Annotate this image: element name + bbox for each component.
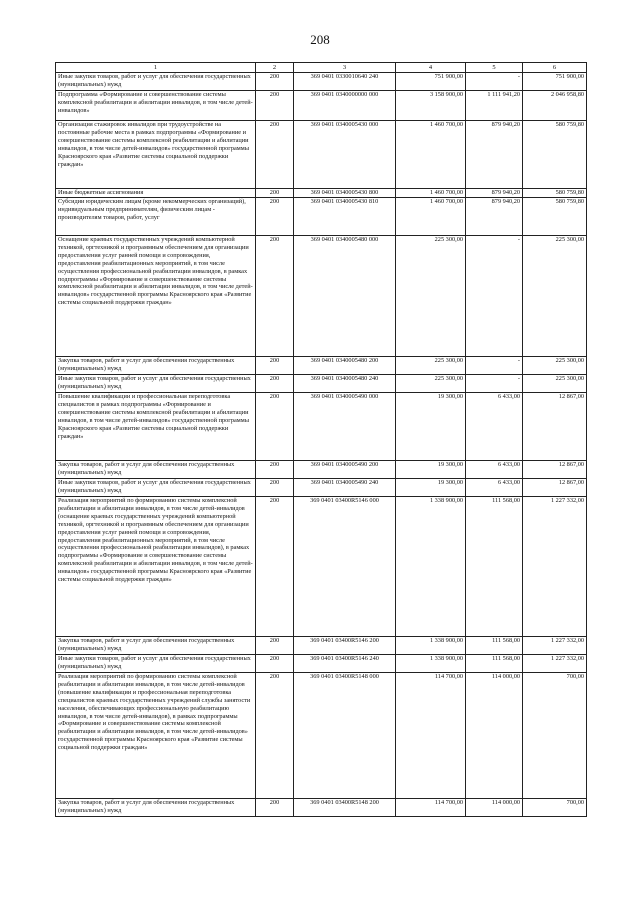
row-name-cell: Закупка товаров, работ и услуг для обеспечения государственных (муниципальных) нужд: [56, 799, 256, 817]
row-amount-cell: 751 900,00: [396, 73, 466, 91]
row-executed-cell: -: [466, 375, 523, 393]
row-name-cell: Подпрограмма «Формирование и совершенствование системы комплексной реабилитации и абилитации инвалидов, в том числе детей-инвалидов»: [56, 91, 256, 121]
row-code-cell: 200: [256, 121, 294, 189]
row-remainder-cell: 700,00: [523, 673, 587, 799]
row-remainder-cell: 12 867,00: [523, 479, 587, 497]
table-row: [56, 375, 587, 393]
column-header: 5: [466, 63, 523, 73]
row-amount-cell: 1 460 700,00: [396, 189, 466, 198]
row-kbk-cell: 369 0401 0340000000 000: [294, 91, 396, 121]
row-code-cell: 200: [256, 73, 294, 91]
row-name-cell: Реализация мероприятий по формированию системы комплексной реабилитации и абилитации инвалидов, в том числе детей-инвалидов (оснащение краевых государственных учреждений компьютерной техникой, оргтехникой и программным обеспечением для организации предоставления услуг ранней помощи и сопровождения, предоставления реабилитационных мероприятий, в том числе осуществления профессиональной реабилитации инвалидов), в рамках подпрограммы «Формирование и совершенствование системы комплексной реабилитации и абилитации инвалидов, в том числе детей-инвалидов» государственной программы Красноярского края «Развитие системы социальной поддержки граждан»: [56, 497, 256, 637]
table-row: [56, 91, 587, 121]
row-kbk-cell: 369 0401 03400R5148 200: [294, 799, 396, 817]
row-name-cell: Закупка товаров, работ и услуг для обеспечения государственных (муниципальных) нужд: [56, 357, 256, 375]
row-code-cell: 200: [256, 799, 294, 817]
row-name-cell: Иные бюджетные ассигнования: [56, 189, 256, 198]
row-remainder-cell: 1 227 332,00: [523, 497, 587, 637]
row-code-cell: 200: [256, 461, 294, 479]
row-remainder-cell: 12 867,00: [523, 393, 587, 461]
table-row: [56, 198, 587, 236]
row-executed-cell: 6 433,00: [466, 393, 523, 461]
row-amount-cell: 1 338 900,00: [396, 637, 466, 655]
row-kbk-cell: 369 0401 03400R5146 200: [294, 637, 396, 655]
row-executed-cell: -: [466, 236, 523, 357]
column-header: 6: [523, 63, 587, 73]
row-code-cell: 200: [256, 479, 294, 497]
table-row: [56, 799, 587, 817]
table-row: [56, 673, 587, 799]
table-row: [56, 497, 587, 637]
row-remainder-cell: 580 759,80: [523, 121, 587, 189]
table-row: [56, 357, 587, 375]
row-name-cell: Иные закупки товаров, работ и услуг для обеспечения государственных (муниципальных) нужд: [56, 375, 256, 393]
row-code-cell: 200: [256, 198, 294, 236]
row-name-cell: Иные закупки товаров, работ и услуг для обеспечения государственных (муниципальных) нужд: [56, 655, 256, 673]
row-name-cell: Оснащение краевых государственных учреждений компьютерной техникой, оргтехникой и программным обеспечением для организации предоставления услуг ранней помощи и сопровождения, предоставления реабилитационных мероприятий, в том числе осуществления профессиональной реабилитации инвалидов, в рамках подпрограммы «Формирование и совершенствование системы комплексной реабилитации и абилитации инвалидов, в том числе детей-инвалидов» государственной программы Красноярского края «Развитие системы социальной поддержки граждан»: [56, 236, 256, 357]
row-kbk-cell: 369 0401 0340005490 200: [294, 461, 396, 479]
row-amount-cell: 1 338 900,00: [396, 497, 466, 637]
table-row: [56, 189, 587, 198]
row-kbk-cell: 369 0401 0340005480 240: [294, 375, 396, 393]
table-row: [56, 461, 587, 479]
row-amount-cell: 19 300,00: [396, 479, 466, 497]
row-remainder-cell: 1 227 332,00: [523, 655, 587, 673]
row-code-cell: 200: [256, 236, 294, 357]
row-amount-cell: 1 460 700,00: [396, 121, 466, 189]
row-kbk-cell: 369 0401 03400R5146 240: [294, 655, 396, 673]
row-remainder-cell: 225 300,00: [523, 357, 587, 375]
row-name-cell: Организация стажировок инвалидов при трудоустройстве на постоянные рабочие места в рамках подпрограммы «Формирование и совершенствование системы комплексной реабилитации и абилитации инвалидов, в том числе детей-инвалидов» государственной программы Красноярского края «Развитие системы социальной поддержки граждан»: [56, 121, 256, 189]
row-name-cell: Закупка товаров, работ и услуг для обеспечения государственных (муниципальных) нужд: [56, 461, 256, 479]
row-executed-cell: 111 568,00: [466, 497, 523, 637]
row-remainder-cell: 580 759,80: [523, 198, 587, 236]
table-row: [56, 479, 587, 497]
row-kbk-cell: 369 0401 03400R5148 000: [294, 673, 396, 799]
row-executed-cell: 879 940,20: [466, 121, 523, 189]
row-remainder-cell: 2 046 958,80: [523, 91, 587, 121]
row-executed-cell: 6 433,00: [466, 479, 523, 497]
row-amount-cell: 114 700,00: [396, 673, 466, 799]
column-header: 4: [396, 63, 466, 73]
row-executed-cell: 879 940,20: [466, 198, 523, 236]
row-amount-cell: 1 460 700,00: [396, 198, 466, 236]
table-row: [56, 236, 587, 357]
row-executed-cell: -: [466, 73, 523, 91]
row-kbk-cell: 369 0401 0340005490 000: [294, 393, 396, 461]
row-kbk-cell: 369 0401 03400R5146 000: [294, 497, 396, 637]
row-amount-cell: 19 300,00: [396, 393, 466, 461]
row-name-cell: Иные закупки товаров, работ и услуг для обеспечения государственных (муниципальных) нужд: [56, 479, 256, 497]
row-kbk-cell: 369 0401 0340005430 810: [294, 198, 396, 236]
table-row: [56, 121, 587, 189]
table-row: [56, 655, 587, 673]
row-remainder-cell: 225 300,00: [523, 236, 587, 357]
row-executed-cell: 879 940,20: [466, 189, 523, 198]
row-code-cell: 200: [256, 357, 294, 375]
row-remainder-cell: 1 227 332,00: [523, 637, 587, 655]
row-kbk-cell: 369 0401 0340005480 000: [294, 236, 396, 357]
row-kbk-cell: 369 0401 0340005430 000: [294, 121, 396, 189]
budget-table: [55, 62, 587, 817]
table-row: [56, 393, 587, 461]
row-remainder-cell: 225 300,00: [523, 375, 587, 393]
row-amount-cell: 1 338 900,00: [396, 655, 466, 673]
row-amount-cell: 114 700,00: [396, 799, 466, 817]
column-header: 2: [256, 63, 294, 73]
row-executed-cell: 6 433,00: [466, 461, 523, 479]
row-code-cell: 200: [256, 497, 294, 637]
row-executed-cell: 114 000,00: [466, 799, 523, 817]
row-amount-cell: 3 158 900,00: [396, 91, 466, 121]
row-kbk-cell: 369 0401 0340005480 200: [294, 357, 396, 375]
row-amount-cell: 225 300,00: [396, 357, 466, 375]
row-name-cell: Иные закупки товаров, работ и услуг для обеспечения государственных (муниципальных) нужд: [56, 73, 256, 91]
column-header: 1: [56, 63, 256, 73]
row-name-cell: Повышение квалификации и профессиональная переподготовка специалистов в рамках подпрограммы «Формирование и совершенствование системы комплексной реабилитации и абилитации инвалидов, в том числе детей-инвалидов» государственной программы Красноярского края «Развитие системы социальной поддержки граждан»: [56, 393, 256, 461]
row-code-cell: 200: [256, 393, 294, 461]
row-code-cell: 200: [256, 637, 294, 655]
row-amount-cell: 19 300,00: [396, 461, 466, 479]
row-kbk-cell: 369 0401 0340005490 240: [294, 479, 396, 497]
table-row: [56, 73, 587, 91]
row-remainder-cell: 12 867,00: [523, 461, 587, 479]
row-name-cell: Закупка товаров, работ и услуг для обеспечения государственных (муниципальных) нужд: [56, 637, 256, 655]
row-executed-cell: 1 111 941,20: [466, 91, 523, 121]
table-row: [56, 637, 587, 655]
row-amount-cell: 225 300,00: [396, 375, 466, 393]
row-executed-cell: 111 568,00: [466, 655, 523, 673]
row-kbk-cell: 369 0401 0330010640 240: [294, 73, 396, 91]
column-header: 3: [294, 63, 396, 73]
row-kbk-cell: 369 0401 0340005430 800: [294, 189, 396, 198]
row-remainder-cell: 700,00: [523, 799, 587, 817]
header-row: [56, 63, 587, 73]
row-name-cell: Реализация мероприятий по формированию системы комплексной реабилитации и абилитации инвалидов, в том числе детей-инвалидов (повышение квалификации и профессиональная переподготовка специалистов краевых государственных учреждений службы занятости населения, обеспечивающих профессиональную реабилитацию инвалидов, в том числе детей-инвалидов), в рамках подпрограммы «Формирование и совершенствование системы комплексной реабилитации и абилитации инвалидов, в том числе детей-инвалидов» государственной программы Красноярского края «Развитие системы социальной поддержки граждан»: [56, 673, 256, 799]
row-name-cell: Субсидии юридическим лицам (кроме некоммерческих организаций), индивидуальным предпринимателям, физическим лицам - производителям товаров, работ, услуг: [56, 198, 256, 236]
row-code-cell: 200: [256, 91, 294, 121]
row-executed-cell: 114 000,00: [466, 673, 523, 799]
page-number: 208: [310, 32, 330, 47]
row-executed-cell: 111 568,00: [466, 637, 523, 655]
row-executed-cell: -: [466, 357, 523, 375]
row-remainder-cell: 751 900,00: [523, 73, 587, 91]
row-remainder-cell: 580 759,80: [523, 189, 587, 198]
row-code-cell: 200: [256, 673, 294, 799]
row-code-cell: 200: [256, 655, 294, 673]
row-code-cell: 200: [256, 375, 294, 393]
row-amount-cell: 225 300,00: [396, 236, 466, 357]
row-code-cell: 200: [256, 189, 294, 198]
